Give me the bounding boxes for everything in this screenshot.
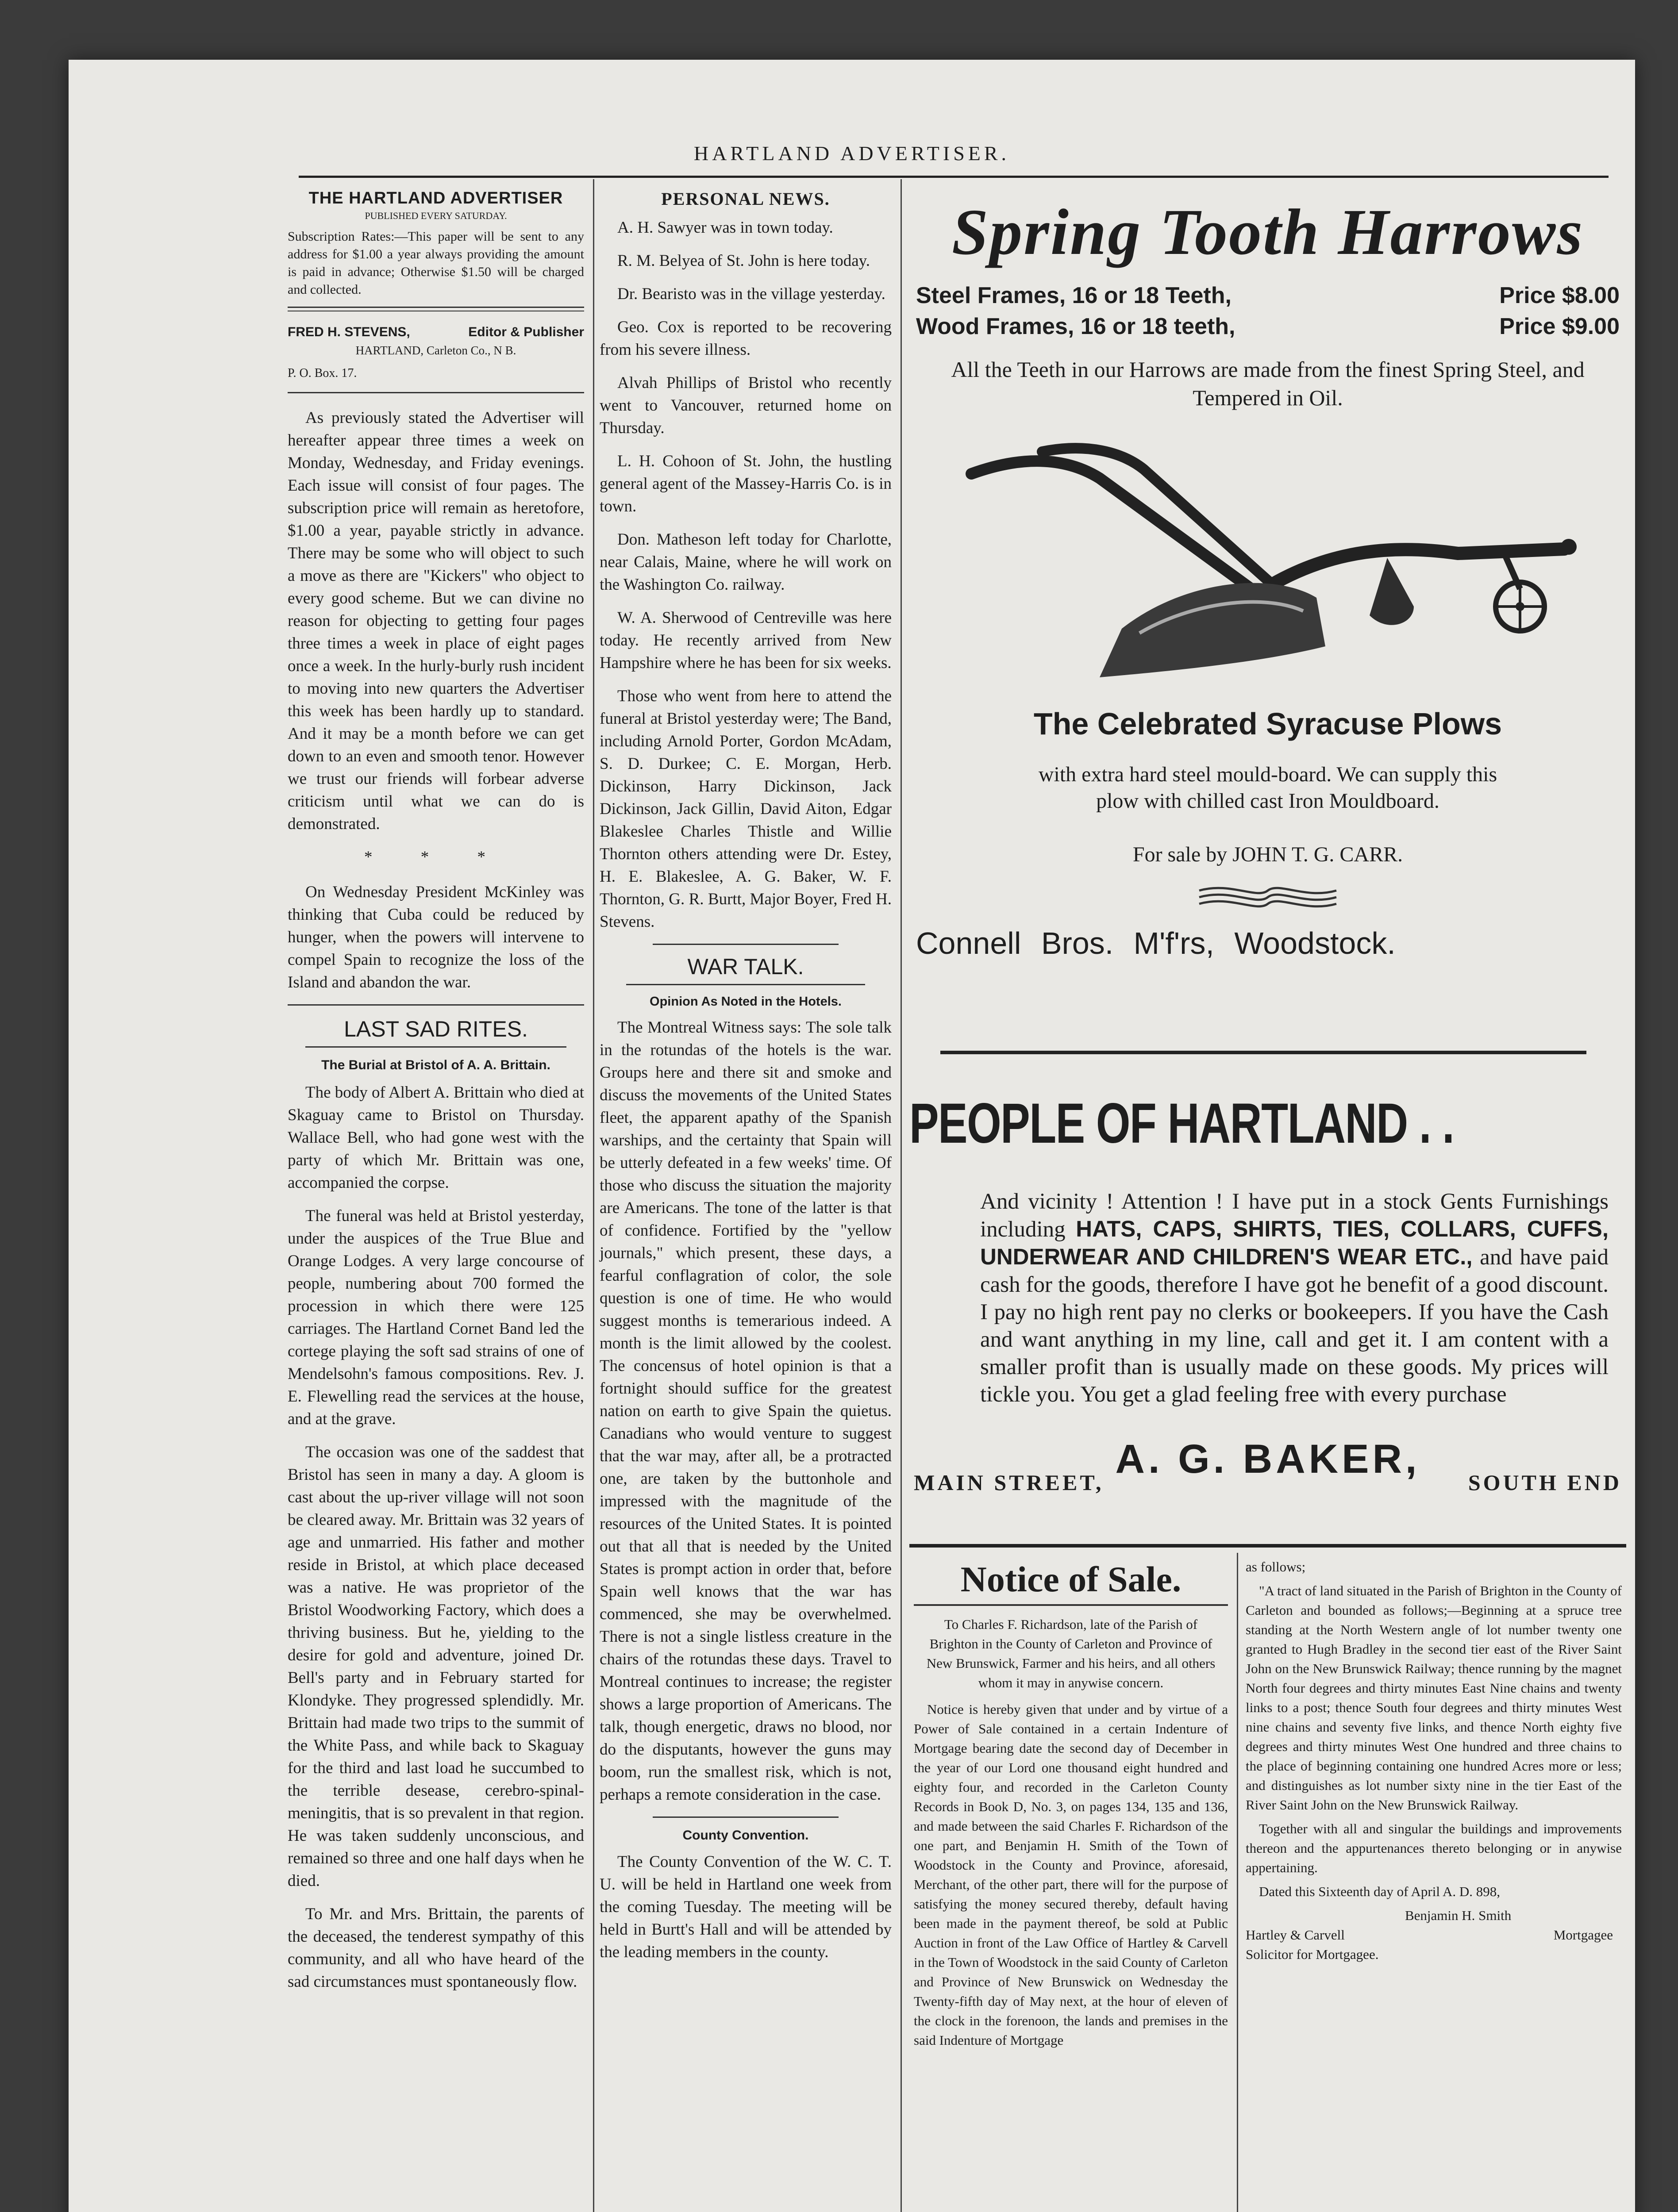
divider: [288, 392, 584, 393]
po-box: P. O. Box. 17.: [288, 366, 357, 380]
rites-paragraph-1: The body of Albert A. Brittain who died at Skaguay came to Bristol on Thursday. Wallace Bell, who had gone west with the party of which Mr. Brittain was one, accompanied the corpse.: [288, 1083, 584, 1192]
personal-item: A. H. Sawyer was in town today.: [617, 219, 833, 237]
notice-of-sale-heading: Notice of Sale.: [960, 1559, 1182, 1599]
notice-tract: "A tract of land situated in the Parish of Brighton in the County of Carleton and bounded as follows;—Beginning at a spruce tree standing at the North Western angle of lot number twenty one granted to Hugh Bradley in the second tier east of the River Saint John on the New Brunswick Railway; thence running by the magnet North four degrees and thirty minutes East Nine chains and twenty links to a post; thence South four degrees and thirty minutes West nine chains and seventy five links, and thence North eighty five degrees and thirty minutes West One hundred and three chains to the place of beginning containing one hundred Acres more or less; and distinguishes as lot number sixty nine in the tier East of the River Saint John on the New Brunswick Railway.: [1246, 1583, 1622, 1813]
personal-item: Those who went from here to attend the funeral at Bristol yesterday were; The Band, including Arnold Porter, Gordon McAdam, S. D. Durkee; C. E. Morgan, Herb. Dickinson, Harry Dickinson, Jack Dickinson, Jack Gillin, David Aiton, Edgar Blakeslee Charles Thistle and Willie Thornton others attending were Dr. Estey, H. E. Blakeslee, A. G. Baker, W. F. Thornton, G. R. Burtt, Major Boyer, Fred H. Stevens.: [600, 687, 892, 931]
notice-signature-row: [1246, 1925, 1622, 1945]
notice-addressee: To Charles F. Richardson, late of the Parish of Brighton in the County of Carleton and Province of New Brunswick, Farmer and his heirs, and all others whom it may in anywise concern.: [926, 1617, 1216, 1690]
personal-item: L. H. Cohoon of St. John, the hustling general agent of the Massey-Harris Co. is in town.: [600, 452, 892, 515]
mckinley-paragraph: On Wednesday President McKinley was thinking that Cuba could be reduced by hunger, when the powers will intervene to compel Spain to recognize the loss of the Island and abandon the war.: [288, 883, 584, 991]
rites-paragraph-4: To Mr. and Mrs. Brittain, the parents of the deceased, the tenderest sympathy of this community, and all who have heard of the sad circumstances must spontaneously flow.: [288, 1905, 584, 1991]
notice-solicitor-role: Solicitor for Mortgagee.: [1246, 1947, 1379, 1962]
column-rule-1: [593, 179, 594, 2212]
ad-divider-rule: [940, 1051, 1586, 1054]
wood-frames-label: Wood Frames, 16 or 18 teeth,: [916, 314, 1235, 339]
notice-right-column: [1246, 1557, 1622, 1964]
seller-line: For sale by JOHN T. G. CARR.: [1132, 843, 1403, 866]
divider: [288, 1004, 584, 1006]
maker-line: Connell Bros. M'f'rs, Woodstock.: [916, 926, 1396, 960]
column-rule-2: [901, 179, 902, 2212]
harrow-teeth-text: All the Teeth in our Harrows are made from the finest Spring Steel, and Tempered in Oil.: [951, 357, 1585, 410]
syracuse-plows-heading: The Celebrated Syracuse Plows: [1033, 707, 1502, 741]
steel-frames-price: Price $8.00: [1499, 283, 1620, 308]
syracuse-plows-text: with extra hard steel mould-board. We can supply this plow with chilled cast Iron Mouldboard.: [1038, 763, 1497, 813]
published-line: PUBLISHED EVERY SATURDAY.: [365, 210, 507, 221]
personal-item: Alvah Phillips of Bristol who recently went to Vancouver, returned home on Thursday.: [600, 374, 892, 437]
personal-item: Dr. Bearisto was in the village yesterday.: [617, 285, 885, 303]
plow-illustration: [954, 438, 1582, 686]
editor-role: Editor & Publisher: [468, 325, 584, 339]
notice-signer: Benjamin H. Smith: [1405, 1908, 1512, 1923]
notice-mortgagee: Mortgagee: [1553, 1927, 1613, 1943]
county-convention-heading: County Convention.: [682, 1828, 809, 1843]
baker-body-goods: HATS, CAPS, SHIRTS, TIES, COLLARS, CUFFS, UNDERWEAR AND CHILDREN'S WEAR ETC.,: [980, 1216, 1609, 1269]
personal-item: W. A. Sherwood of Centreville was here today. He recently arrived from New Hampshire where he has been for six weeks.: [600, 609, 892, 672]
baker-body: [980, 1188, 1609, 1408]
divider: [653, 944, 839, 945]
wood-frames-price: Price $9.00: [1499, 314, 1620, 339]
baker-south-end: SOUTH END: [1468, 1470, 1622, 1495]
baker-body-intro: And vicinity ! Attention ! I have put in a stock Gents Furnishings including: [980, 1189, 1609, 1242]
divider: [626, 984, 865, 985]
harrow-ad-title: Spring Tooth Harrows: [951, 196, 1584, 269]
steel-frames-row: [909, 280, 1626, 311]
left-column: [288, 188, 584, 2004]
editor-line: [288, 323, 584, 342]
rites-paragraph-2: The funeral was held at Bristol yesterday, under the auspices of the True Blue and Orange Lodges. A very large concourse of people, numbering about 700 formed the procession in which there were 125 carriages. The Hartland Cornet Band led the cortege playing the soft sad strains of one of Mendelsohn's famous compositions. Rev. J. E. Flewelling read the services at the house, and at the grave.: [288, 1207, 584, 1428]
subscription-rates: Subscription Rates:—This paper will be sent to any address for $1.00 a year always providing the amount is paid in advance; Otherwise $1.50 will be charged and collected.: [288, 229, 584, 297]
rites-paragraph-3: The occasion was one of the saddest that Bristol has seen in many a day. A gloom is cast about the up-river village will not soon be cleared away. Mr. Brittain was 32 years of age and unmarried. His father and mother reside in Bristol, at which place deceased was a native. He was proprietor of the Bristol Woodworking Factory, which does a thriving business. But he, yielding to the desire for gold and adventure, joined Dr. Bell's party and in February started for Klondyke. They progressed splendidly. Mr. Brittain had made two trips to the summit of the White Pass, and while back to Skaguay for the third and last load he succumbed to the terrible desease, cerebro-spinal-meningitis, that is so prevalent in that region. He was taken suddenly unconscious, and remained so three and one half days when he died.: [288, 1443, 584, 1890]
personal-item: R. M. Belyea of St. John is here today.: [617, 252, 870, 270]
ornament-flourish: [1195, 882, 1341, 913]
notice-together: Together with all and singular the buildings and improvements thereon and the appurtenances thereto belonging or in anywise appertaining.: [1246, 1821, 1622, 1875]
notice-top-rule: [909, 1544, 1626, 1548]
baker-body-rest: and have paid cash for the goods, therefore I have got he benefit of a good discount. I pay no high rent pay no clerks or bookeepers. If you have the Cash and want anything in my line, call and get it. I am content with a smaller profit than is usually made on these goods. My prices will tickle you. You get a glad feeling free with every purchase: [980, 1245, 1609, 1407]
masthead-rule: [299, 176, 1609, 178]
rites-subheading: The Burial at Bristol of A. A. Brittain.: [321, 1058, 550, 1072]
stars-separator: * * *: [364, 848, 508, 866]
baker-street: MAIN STREET,: [914, 1470, 1104, 1495]
notice-solicitor: Hartley & Carvell: [1246, 1927, 1345, 1943]
notice-left-column: [914, 1557, 1228, 2055]
divider: [305, 1046, 566, 1048]
editor-name: FRED H. STEVENS,: [288, 325, 410, 339]
war-talk-heading: WAR TALK.: [687, 954, 804, 979]
county-convention-body: The County Convention of the W. C. T. U. will be held in Hartland one week from the coming Tuesday. The meeting will be held in Burtt's Hall and will be attended by the leading members in the county.: [600, 1853, 892, 1961]
notice-body: Notice is hereby given that under and by virtue of a Power of Sale contained in a certain Indenture of Mortgage bearing date the second day of December in the year of our Lord one thousand eight hundred and eighty four, and recorded in the Carleton County Records in Book D, No. 3, on pages 134, 135 and 136, and made between the said Charles F. Richardson of the one part, and Benjamin H. Smith of the Town of Woodstock in the County and Province, aforesaid, Merchant, of the other part, there will for the purpose of satisfying the money secured thereby, default having been made in the payment thereof, be sold at Public Auction in front of the Law Office of Hartley & Carvell in the Town of Woodstock in the said County of Carleton and Province of New Brunswick on Wednesday the Twenty-fifth day of May next, at the hour of eleven of the clock in the forenoon, the lands and premises in the said Indenture of Mortgage: [914, 1701, 1228, 2048]
personal-item: Don. Matheson left today for Charlotte, near Calais, Maine, where he will work on the Washington Co. railway.: [600, 530, 892, 594]
personal-item: Geo. Cox is reported to be recovering from his severe illness.: [600, 318, 892, 359]
notice-column-rule: [1237, 1553, 1238, 2212]
rites-heading: LAST SAD RITES.: [344, 1017, 528, 1041]
war-talk-subheading: Opinion As Noted in the Hotels.: [650, 995, 842, 1009]
baker-name: A. G. BAKER,: [1115, 1436, 1420, 1482]
newspaper-page: [69, 60, 1635, 2212]
people-of-hartland-headline: PEOPLE OF HARTLAND . .: [909, 1092, 1454, 1155]
masthead-title: HARTLAND ADVERTISER.: [693, 142, 1010, 165]
paper-name: THE HARTLAND ADVERTISER: [308, 189, 563, 207]
war-talk-body: The Montreal Witness says: The sole talk in the rotundas of the hotels is the war. Groups here and there sit and smoke and discuss the movements of the United States fleet, the apparent apathy of the Spanish warships, and the certainty that Spain will be utterly defeated in a few weeks' time. Of those who discuss the situation the majority are Americans. The tone of the latter is that of confidence. Fortified by the "yellow journals," which present, these days, a fearful conflagration of color, the sole question is one of time. He who would suggest months is temerarious indeed. A month is the limit allowed by the coolest. The concensus of hotel opinion is that a fortnight should suffice for the greatest nation on earth to give Spain the quietus. Canadians who would venture to suggest that the war may, after all, be a protracted one, are taken by the buttonhole and impressed with the magnitude of the resources of the United States. It is pointed out that all that is needed by the United States is prompt action in order that, before Spain well knows that the war has commenced, she may be overwhelmed. There is not a single listless creature in the chairs of the rotundas these days. Travel to Montreal continues to increase; the register shows a large proportion of Americans. The talk, though energetic, draws no blood, nor do the disputants, however the guns may boom, run the smallest risk, which is not, perhaps a remote consideration in the case.: [600, 1018, 892, 1804]
editorial-paragraph: As previously stated the Advertiser will hereafter appear three times a week on Monday, Wednesday, and Friday evenings. Each issue will consist of four pages. The subscription price will remain as heretofore, $1.00 a year, payable strictly in advance. There may be some who will object to such a move as there are "Kickers" who object to every good scheme. But we can divine no reason for objecting to getting four pages three times a week in place of eight pages once a week. In the hurly-burly rush incident to moving into new quarters the Advertiser this week has been hardly up to standard. And it may be a month before we can get down to an even and smooth tenor. However we trust our friends will forbear adverse criticism until what we can do is demonstrated.: [288, 409, 584, 833]
divider: [914, 1604, 1228, 1606]
personal-news-heading: PERSONAL NEWS.: [661, 189, 830, 209]
baker-advertisement: [909, 1091, 1626, 1495]
wood-frames-row: [909, 311, 1626, 342]
harrow-advertisement: [909, 184, 1626, 963]
address: HARTLAND, Carleton Co., N B.: [355, 344, 516, 357]
divider: [653, 1816, 839, 1818]
middle-column: [600, 188, 892, 1974]
notice-dated: Dated this Sixteenth day of April A. D. 898,: [1259, 1884, 1501, 1899]
divider: [288, 307, 584, 308]
steel-frames-label: Steel Frames, 16 or 18 Teeth,: [916, 283, 1232, 308]
notice-follows: as follows;: [1246, 1559, 1306, 1575]
